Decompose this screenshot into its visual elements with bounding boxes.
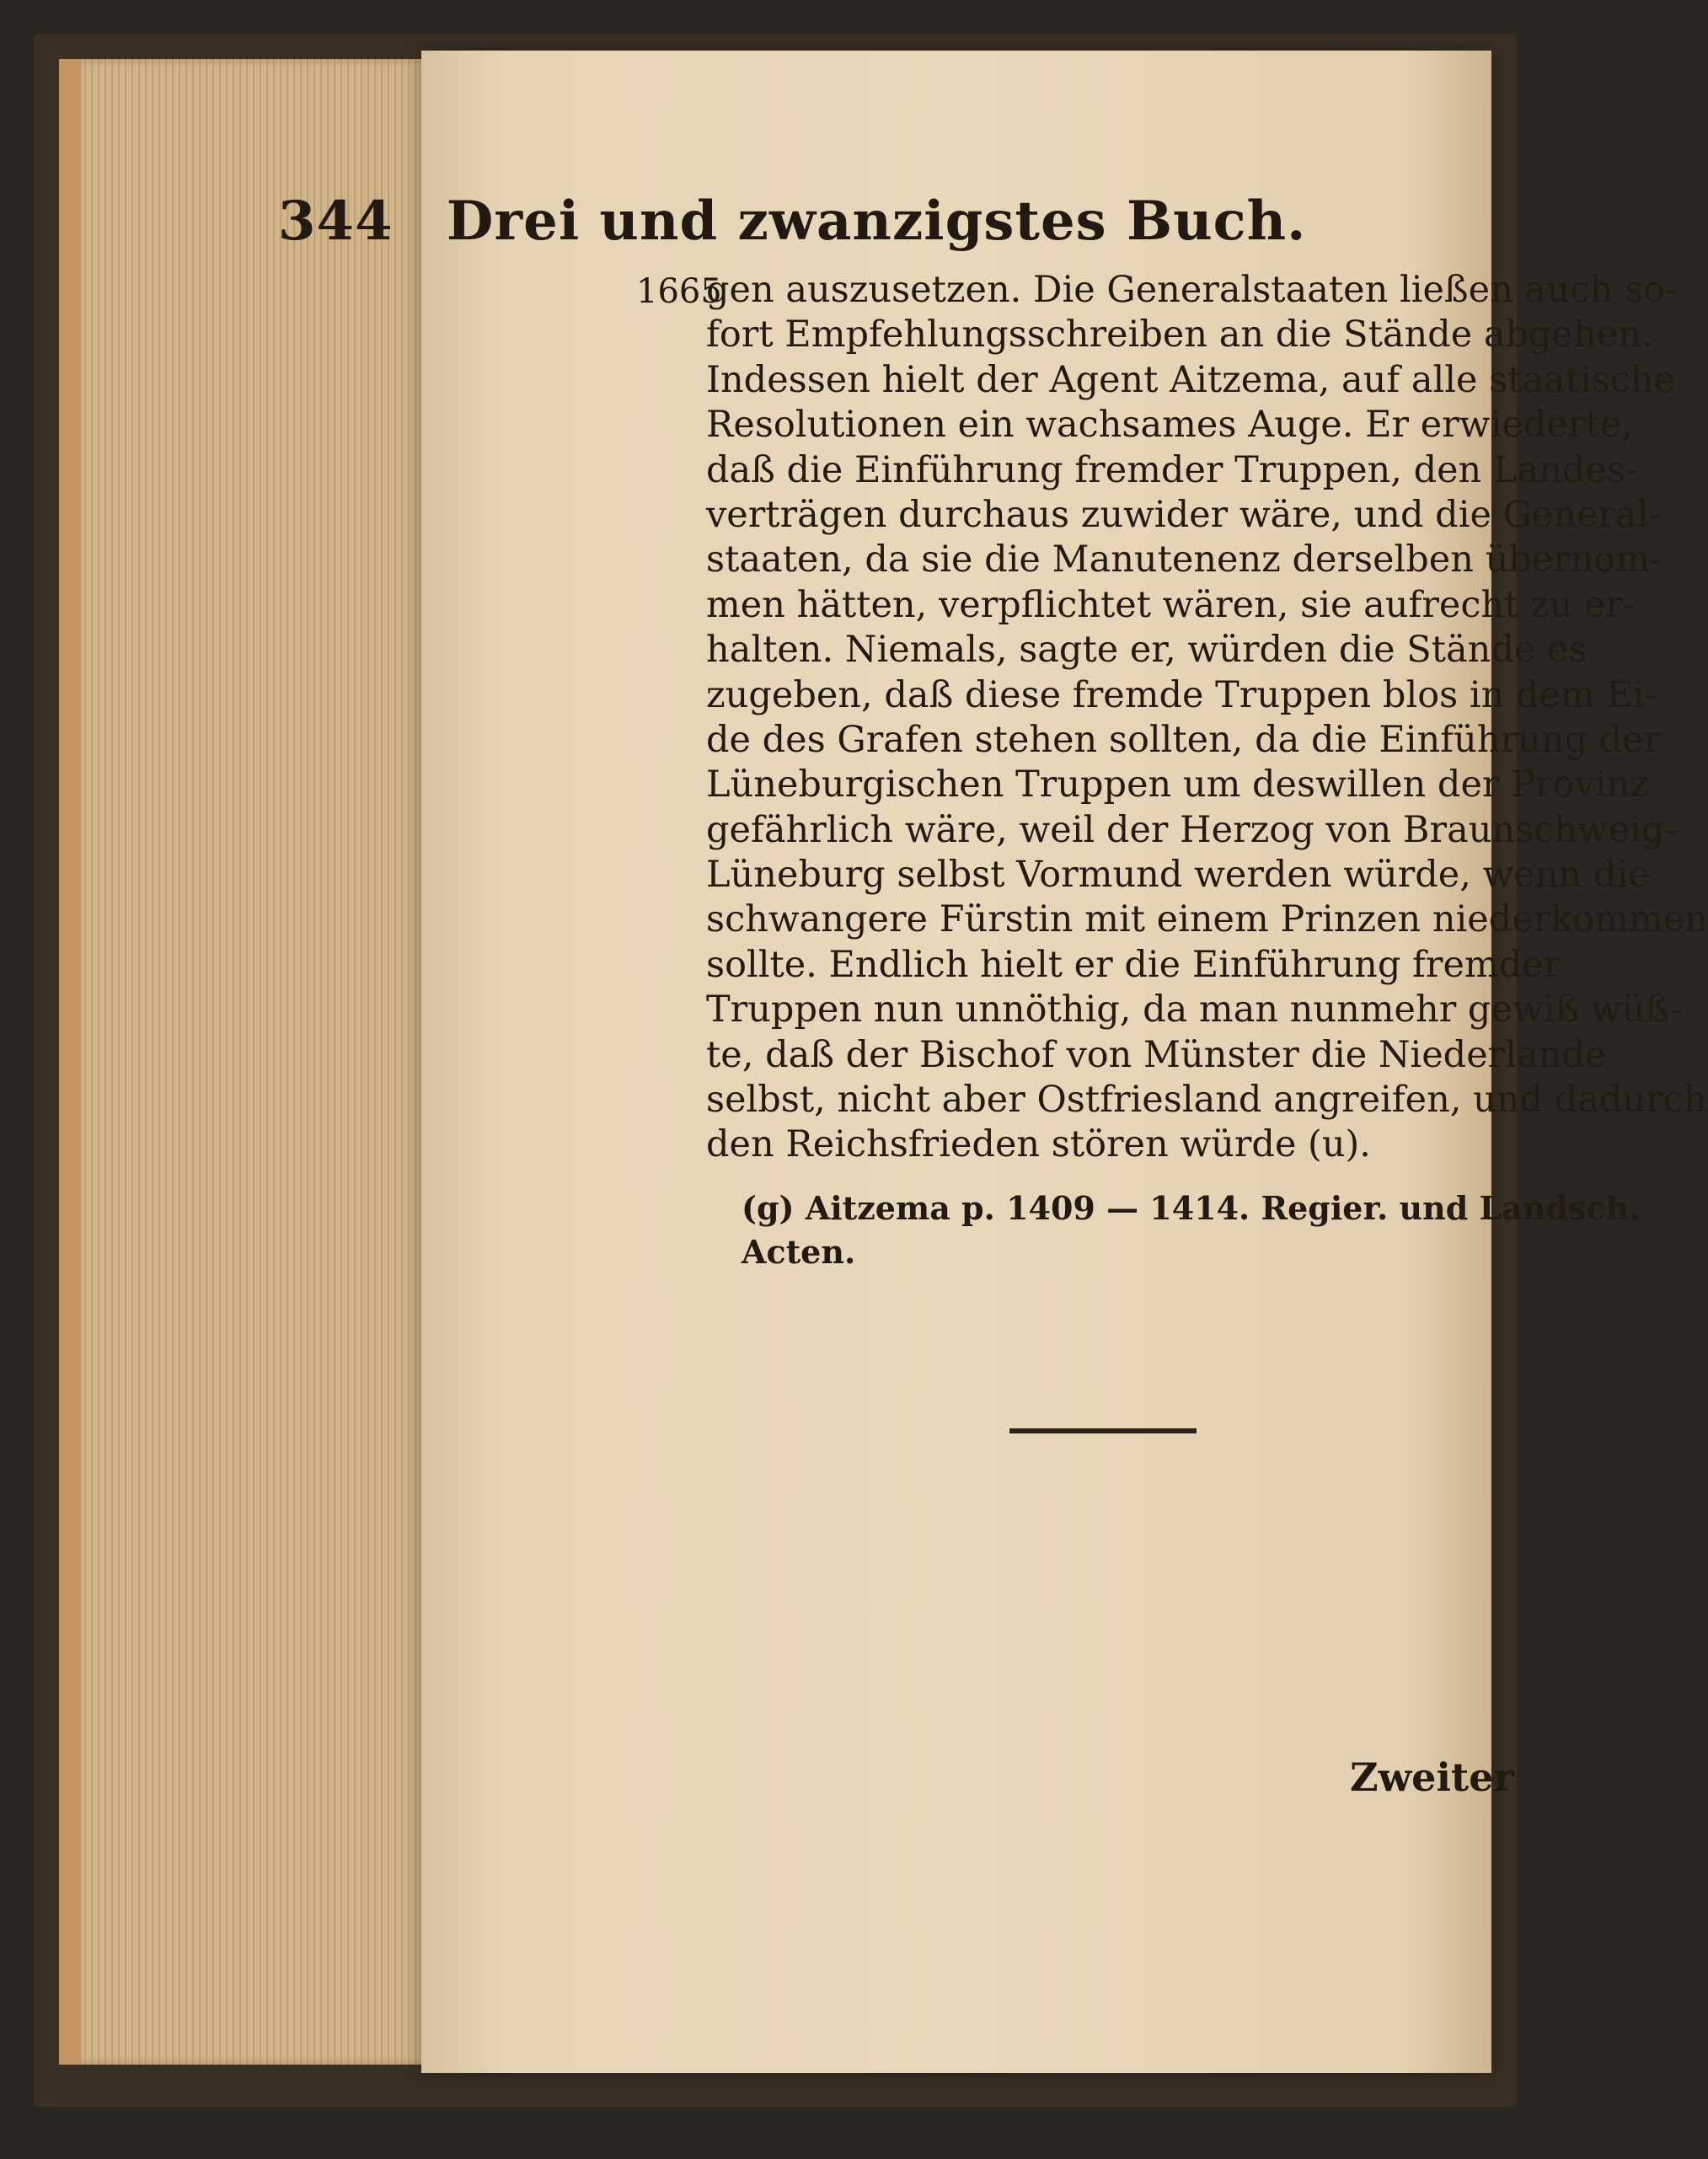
text-line: zugeben, daß diese fremde Truppen blos in dem Ei- bbox=[706, 673, 1657, 716]
text-line: gen auszusetzen. Die Generalstaaten ließen auch so- bbox=[706, 269, 1678, 311]
text-line: te, daß der Bischof von Münster die Niederlande bbox=[706, 1033, 1607, 1076]
catchword: Zweiter bbox=[1350, 1755, 1514, 1800]
footnote-line: Acten. bbox=[742, 1233, 856, 1271]
text-line: de des Grafen stehen sollten, da die Einführung der bbox=[706, 718, 1662, 761]
text-line: daß die Einführung fremder Truppen, den Landes- bbox=[706, 448, 1638, 491]
text-line: gefährlich wäre, weil der Herzog von Braunschweig- bbox=[706, 808, 1677, 851]
footnote bbox=[742, 1187, 1641, 1274]
body-text bbox=[706, 268, 1708, 1168]
section-rule bbox=[1009, 1428, 1197, 1433]
page-number: 344 bbox=[278, 190, 394, 253]
text-line: staaten, da sie die Manutenenz derselben übernom- bbox=[706, 538, 1662, 581]
text-line: schwangere Fürstin mit einem Prinzen niederkommen bbox=[706, 898, 1708, 941]
text-line: halten. Niemals, sagte er, würden die Stände es bbox=[706, 629, 1588, 672]
text-line: Lüneburg selbst Vormund werden würde, wenn die bbox=[706, 854, 1650, 897]
text-line: sollte. Endlich hielt er die Einführung fremder bbox=[706, 943, 1561, 986]
text-line: fort Empfehlungsschreiben an die Stände abgehen. bbox=[706, 313, 1653, 356]
text-line: Lüneburgischen Truppen um deswillen der Provinz bbox=[706, 763, 1649, 806]
text-line: Truppen nun unnöthig, da man nunmehr gewiß wüß- bbox=[706, 988, 1682, 1031]
running-header bbox=[278, 190, 1491, 253]
text-line: men hätten, verpflichtet wären, sie aufrecht zu er- bbox=[706, 583, 1636, 626]
text-line: den Reichsfrieden stören würde (u). bbox=[706, 1123, 1371, 1166]
text-line: Resolutionen ein wachsames Auge. Er erwiederte, bbox=[706, 404, 1633, 447]
page-edges bbox=[59, 59, 443, 2065]
text-line: Indessen hielt der Agent Aitzema, auf alle staatische bbox=[706, 358, 1676, 401]
footnote-line: (g) Aitzema p. 1409 — 1414. Regier. und Landsch. bbox=[742, 1189, 1641, 1227]
page-title: Drei und zwanzigstes Buch. bbox=[446, 190, 1307, 253]
margin-year: 1665 bbox=[636, 272, 722, 311]
text-line: verträgen durchaus zuwider wäre, und die General- bbox=[706, 493, 1661, 536]
text-line: selbst, nicht aber Ostfriesland angreifen, und dadurch bbox=[706, 1079, 1707, 1122]
